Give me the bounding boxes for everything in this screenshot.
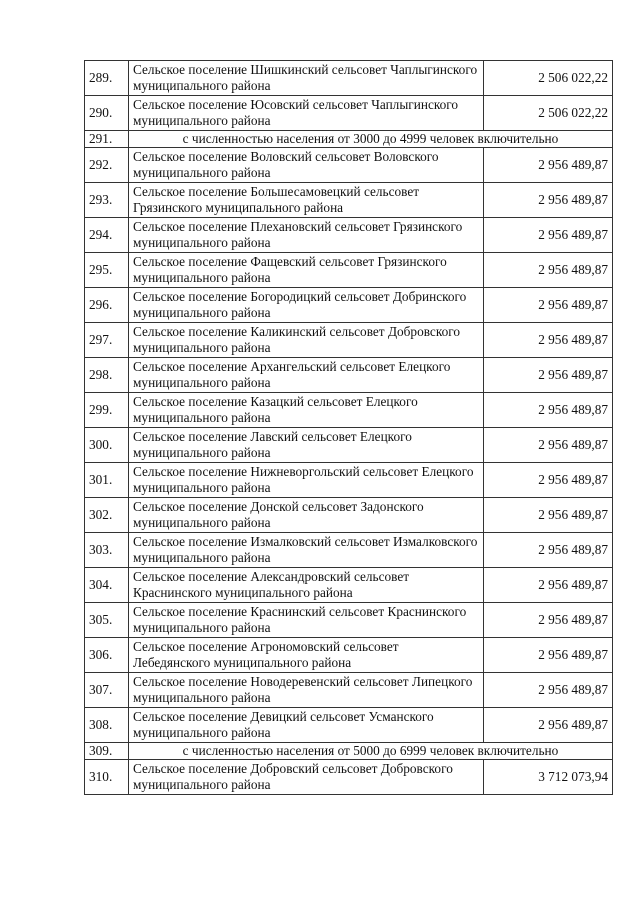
table-row [85, 393, 613, 428]
amount-value: 2 956 489,87 [484, 393, 613, 428]
settlement-name: Сельское поселение Шишкинский сельсовет Чаплыгинского муниципального района [129, 61, 484, 96]
amount-value: 2 506 022,22 [484, 61, 613, 96]
row-number: 298. [85, 358, 129, 393]
section-header-row [85, 131, 613, 148]
row-number: 305. [85, 603, 129, 638]
amount-value: 2 956 489,87 [484, 463, 613, 498]
table-row [85, 323, 613, 358]
table-row [85, 708, 613, 743]
settlement-name: Сельское поселение Плехановский сельсовет Грязинского муниципального района [129, 218, 484, 253]
row-number: 295. [85, 253, 129, 288]
table-row [85, 760, 613, 795]
settlement-name: Сельское поселение Краснинский сельсовет Краснинского муниципального района [129, 603, 484, 638]
amount-value: 2 956 489,87 [484, 253, 613, 288]
amount-value: 2 506 022,22 [484, 96, 613, 131]
settlement-name: Сельское поселение Воловский сельсовет Воловского муниципального района [129, 148, 484, 183]
row-number: 292. [85, 148, 129, 183]
row-number: 293. [85, 183, 129, 218]
table-row [85, 358, 613, 393]
row-number: 296. [85, 288, 129, 323]
amount-value: 2 956 489,87 [484, 638, 613, 673]
settlement-name: Сельское поселение Измалковский сельсовет Измалковского муниципального района [129, 533, 484, 568]
table-row [85, 603, 613, 638]
amount-value: 2 956 489,87 [484, 603, 613, 638]
amount-value: 2 956 489,87 [484, 533, 613, 568]
amount-value: 2 956 489,87 [484, 148, 613, 183]
table-row [85, 568, 613, 603]
row-number: 289. [85, 61, 129, 96]
table-row [85, 183, 613, 218]
table-row [85, 218, 613, 253]
amount-value: 2 956 489,87 [484, 428, 613, 463]
amount-value: 2 956 489,87 [484, 673, 613, 708]
settlement-name: Сельское поселение Архангельский сельсовет Елецкого муниципального района [129, 358, 484, 393]
table-row [85, 638, 613, 673]
settlement-name: Сельское поселение Агрономовский сельсовет Лебедянского муниципального района [129, 638, 484, 673]
row-number: 302. [85, 498, 129, 533]
table-row [85, 61, 613, 96]
row-number: 290. [85, 96, 129, 131]
table-row [85, 253, 613, 288]
settlement-name: Сельское поселение Нижневоргольский сельсовет Елецкого муниципального района [129, 463, 484, 498]
amount-value: 2 956 489,87 [484, 568, 613, 603]
section-header-row [85, 743, 613, 760]
row-number: 309. [85, 743, 129, 760]
amount-value: 2 956 489,87 [484, 498, 613, 533]
allocation-table [84, 60, 613, 795]
row-number: 299. [85, 393, 129, 428]
settlement-name: Сельское поселение Большесамовецкий сельсовет Грязинского муниципального района [129, 183, 484, 218]
table-row [85, 288, 613, 323]
settlement-name: Сельское поселение Лавский сельсовет Елецкого муниципального района [129, 428, 484, 463]
row-number: 306. [85, 638, 129, 673]
settlement-name: Сельское поселение Донской сельсовет Задонского муниципального района [129, 498, 484, 533]
row-number: 297. [85, 323, 129, 358]
settlement-name: Сельское поселение Фащевский сельсовет Грязинского муниципального района [129, 253, 484, 288]
amount-value: 2 956 489,87 [484, 218, 613, 253]
amount-value: 3 712 073,94 [484, 760, 613, 795]
row-number: 304. [85, 568, 129, 603]
amount-value: 2 956 489,87 [484, 358, 613, 393]
table-row [85, 463, 613, 498]
settlement-name: Сельское поселение Александровский сельсовет Краснинского муниципального района [129, 568, 484, 603]
settlement-name: Сельское поселение Добровский сельсовет Добровского муниципального района [129, 760, 484, 795]
row-number: 294. [85, 218, 129, 253]
amount-value: 2 956 489,87 [484, 183, 613, 218]
table-body [85, 61, 613, 795]
row-number: 310. [85, 760, 129, 795]
row-number: 307. [85, 673, 129, 708]
section-title: с численностью населения от 5000 до 6999 человек включительно [129, 743, 613, 760]
table-row [85, 673, 613, 708]
section-title: с численностью населения от 3000 до 4999 человек включительно [129, 131, 613, 148]
row-number: 303. [85, 533, 129, 568]
settlement-name: Сельское поселение Каликинский сельсовет Добровского муниципального района [129, 323, 484, 358]
settlement-name: Сельское поселение Казацкий сельсовет Елецкого муниципального района [129, 393, 484, 428]
row-number: 300. [85, 428, 129, 463]
settlement-name: Сельское поселение Юсовский сельсовет Чаплыгинского муниципального района [129, 96, 484, 131]
table-row [85, 428, 613, 463]
settlement-name: Сельское поселение Богородицкий сельсовет Добринского муниципального района [129, 288, 484, 323]
row-number: 291. [85, 131, 129, 148]
row-number: 301. [85, 463, 129, 498]
table-row [85, 148, 613, 183]
amount-value: 2 956 489,87 [484, 288, 613, 323]
row-number: 308. [85, 708, 129, 743]
settlement-name: Сельское поселение Новодеревенский сельсовет Липецкого муниципального района [129, 673, 484, 708]
table-row [85, 498, 613, 533]
table-row [85, 96, 613, 131]
settlement-name: Сельское поселение Девицкий сельсовет Усманского муниципального района [129, 708, 484, 743]
amount-value: 2 956 489,87 [484, 323, 613, 358]
table-row [85, 533, 613, 568]
amount-value: 2 956 489,87 [484, 708, 613, 743]
